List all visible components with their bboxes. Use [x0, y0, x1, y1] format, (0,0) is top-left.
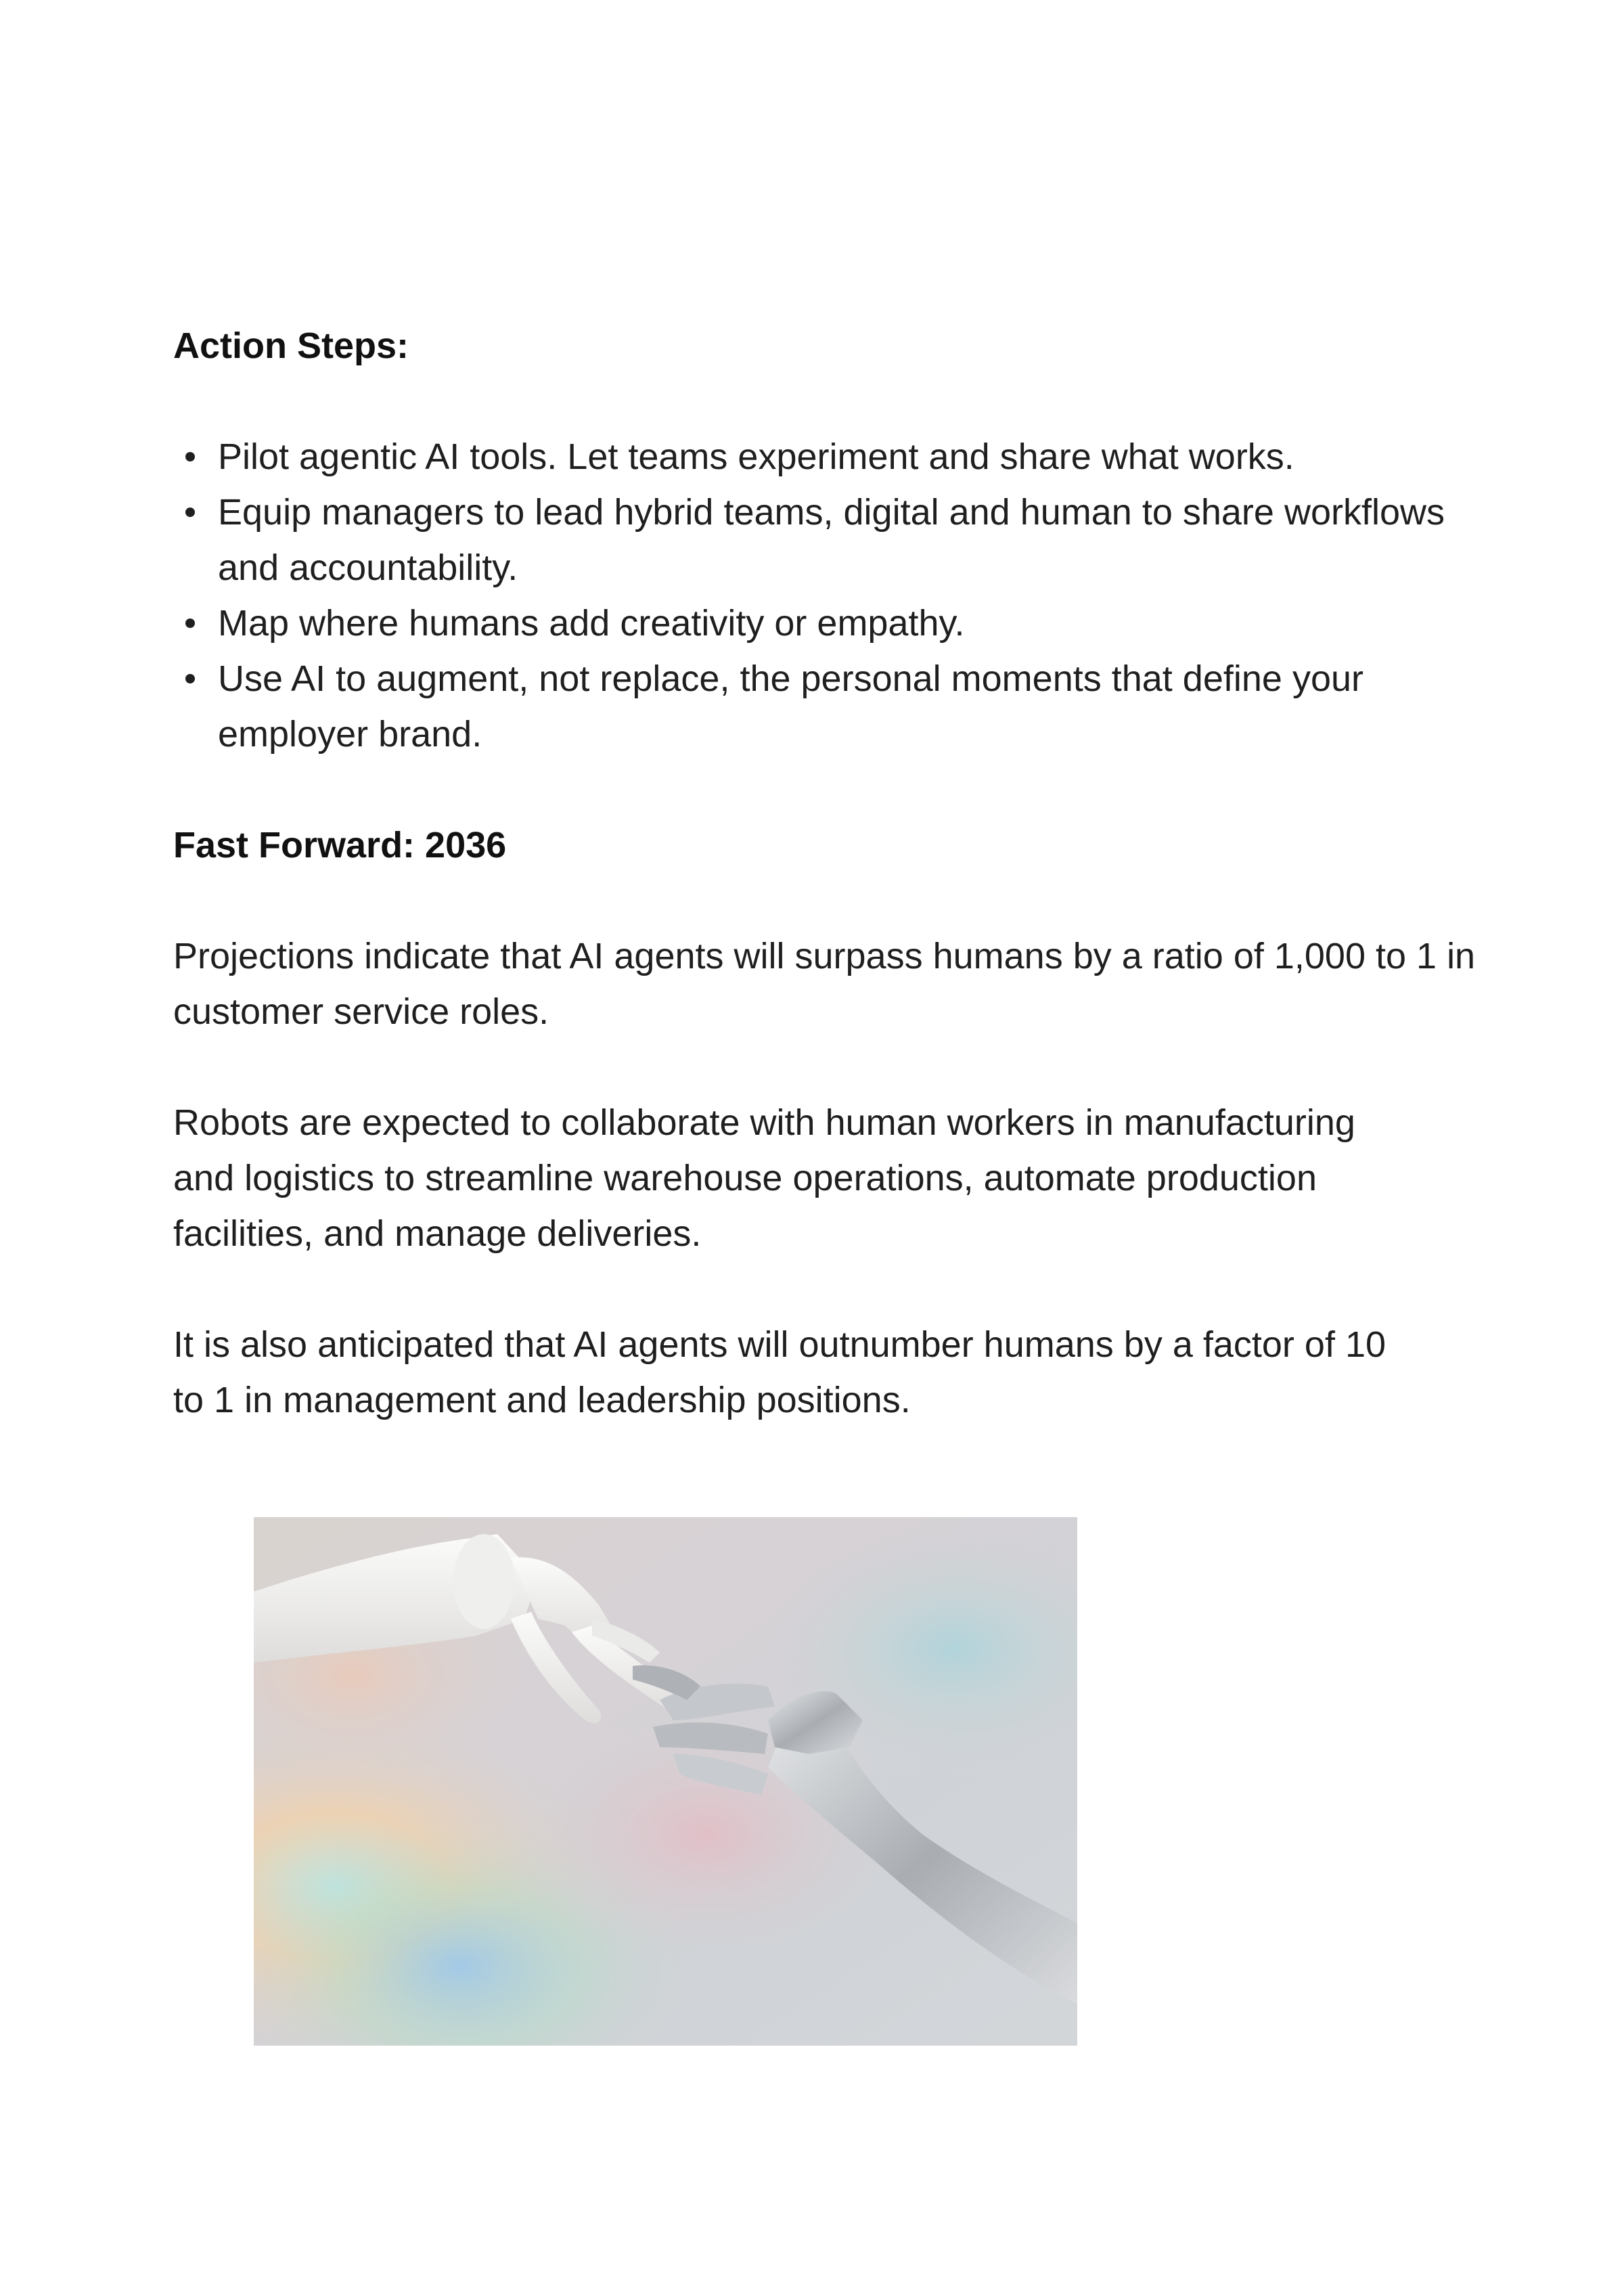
- page-content: [173, 318, 1486, 1428]
- paragraph-customer-service: Projections indicate that AI agents will surpass humans by a ratio of 1,000 to 1 in customer service roles.: [173, 936, 1476, 1032]
- robot-human-hands-image: [254, 1517, 1077, 2046]
- fast-forward-heading: Fast Forward: 2036: [173, 825, 507, 865]
- bullet-icon: [185, 674, 195, 683]
- bullet-icon: [185, 452, 195, 462]
- list-item: Pilot agentic AI tools. Let teams experiment and share what works.: [218, 429, 1486, 485]
- action-steps-heading: Action Steps:: [173, 325, 409, 366]
- list-item: Map where humans add creativity or empathy.: [218, 595, 1486, 651]
- paragraph-management: It is also anticipated that AI agents will outnumber humans by a factor of 10 to 1 in management and leadership positions.: [173, 1324, 1386, 1420]
- action-steps-list: [173, 429, 1486, 762]
- bullet-icon: [185, 618, 195, 628]
- bullet-icon: [185, 508, 195, 517]
- list-item: Equip managers to lead hybrid teams, digital and human to share workflows and accountability.: [218, 485, 1486, 595]
- robot-human-hands-icon: [254, 1517, 1077, 2046]
- paragraph-robots: Robots are expected to collaborate with human workers in manufacturing and logistics to streamline warehouse operations, automate production facilities, and manage deliveries.: [173, 1102, 1355, 1254]
- list-item: Use AI to augment, not replace, the personal moments that define your employer brand.: [218, 651, 1486, 762]
